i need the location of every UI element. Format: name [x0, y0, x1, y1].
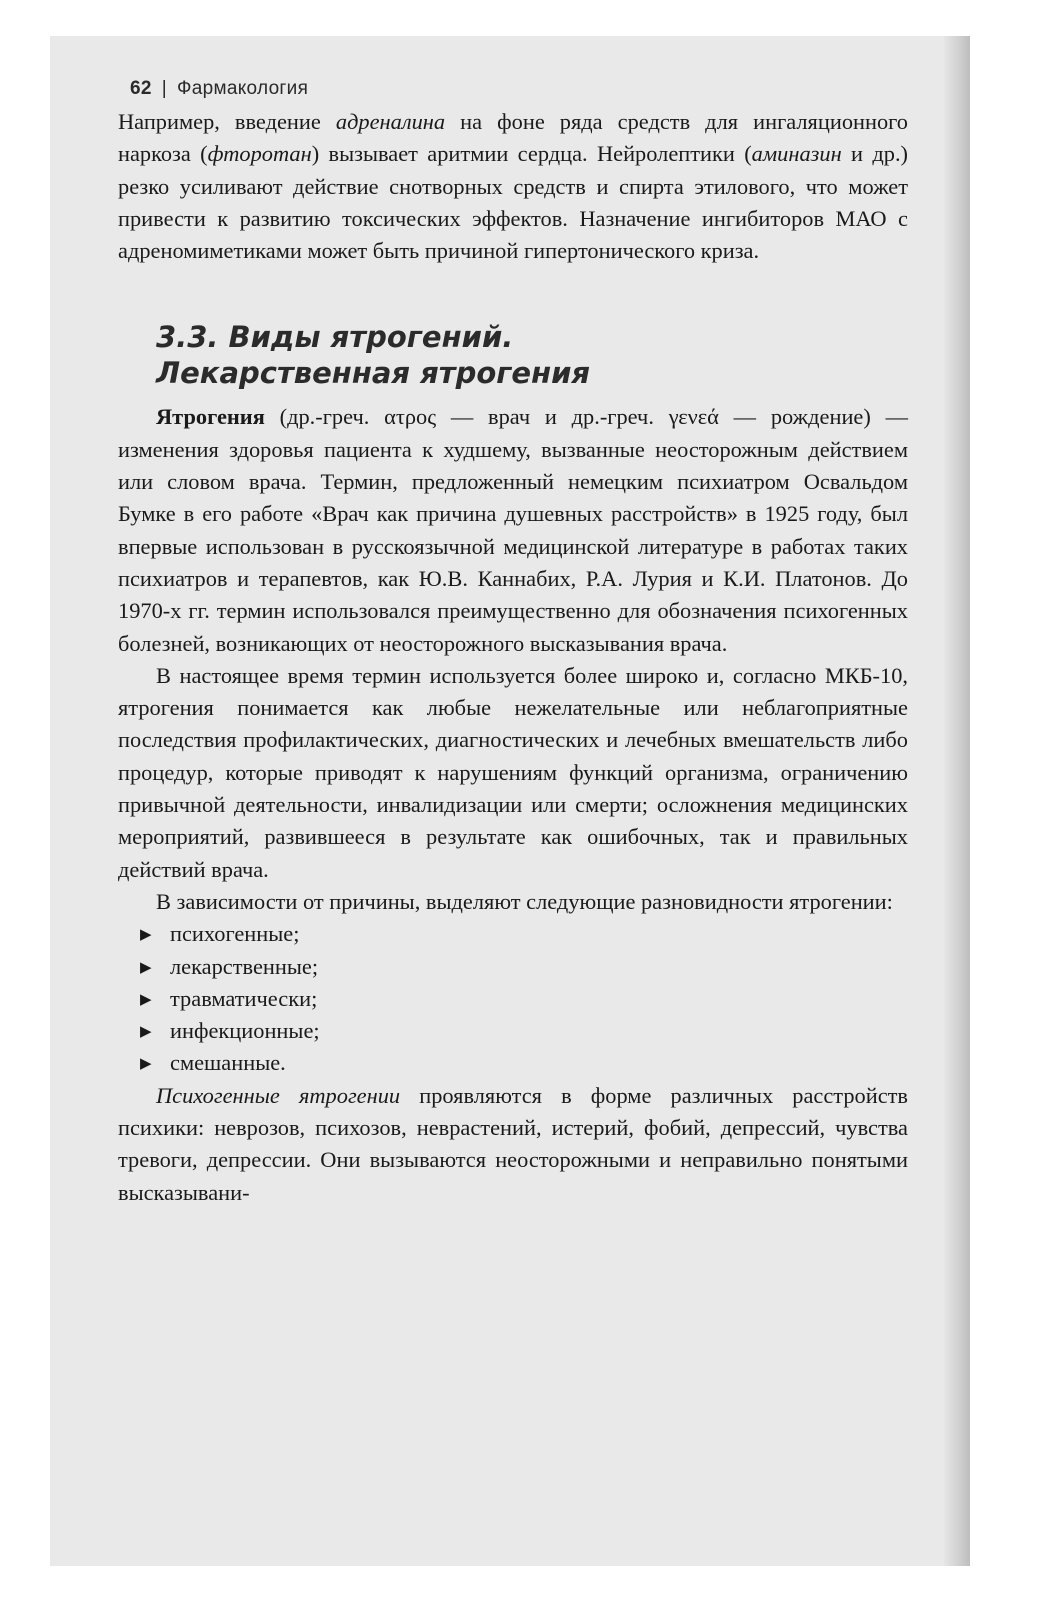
- page-content: [118, 74, 908, 1209]
- intro-text-4: и др.) резко усиливают действие снотворных средств и спирта этилового, что может привести к развитию токсических эффектов. Назначение ингибиторов МАО с адреномиметиками может быть причиной гипертонического криза.: [118, 141, 908, 264]
- intro-text-1: Например, введение: [118, 109, 336, 134]
- intro-text-2: на фоне ряда средств для ингаляционного наркоза (: [118, 109, 908, 167]
- psychogenic-paragraph: [118, 1080, 908, 1209]
- bullet-icon: ▶: [140, 1054, 152, 1073]
- list-item-text: смешанные.: [170, 1050, 286, 1076]
- running-head-separator: |: [161, 78, 167, 99]
- drug-aminazin: аминазин: [751, 141, 842, 167]
- intro-text-3: ) вызывает аритмии сердца. Нейролептики (: [311, 141, 752, 167]
- term-iatrogeny: Ятрогения: [156, 404, 265, 430]
- bullet-icon: ▶: [140, 1022, 152, 1041]
- section-heading: [156, 319, 908, 391]
- bullet-icon: ▶: [140, 989, 152, 1008]
- page-number: 62: [130, 78, 152, 99]
- intro-paragraph: [118, 106, 908, 267]
- types-list: [118, 918, 908, 1079]
- bullet-icon: ▶: [140, 925, 152, 944]
- running-head-section: Фармакология: [176, 78, 309, 99]
- list-item: [118, 918, 908, 950]
- definition-text: (др.-греч. ατρος — врач и др.-греч. γενεά — рождение) — изменения здоровья пациента к худшему, вызванные неосторожным действием или словом врача. Термин, предложенный немецким психиатром Освальдом Бумке в его работе «Врач как причина душевных расстройств» в 1925 году, был впервые использован в русскоязычной медицинской литературе в работах таких психиатров и терапевтов, как Ю.В. Каннабих, Р.А. Лурия и К.И. Платонов. До 1970-х гг. термин использовался преимущественно для обозначения психогенных болезней, возникающих от неосторожного высказывания врача.: [118, 404, 908, 656]
- types-intro-paragraph: В зависимости от причины, выделяют следующие разновидности ятрогении:: [156, 888, 893, 914]
- list-item-text: инфекционные;: [170, 1018, 320, 1044]
- section-heading-line1: 3.3. Виды ятрогений.: [156, 320, 514, 355]
- list-item: [118, 951, 908, 983]
- psychogenic-text: проявляются в форме различных расстройств психики: неврозов, психозов, неврастений, истерий, фобий, депрессий, чувства тревоги, депрессии. Они вызываются неосторожными и неправильно понятыми высказывани-: [118, 1082, 908, 1205]
- definition-paragraph: [118, 401, 908, 659]
- section-heading-line2: Лекарственная ятрогения: [156, 356, 591, 391]
- term-psychogenic: Психогенные ятрогении: [156, 1082, 401, 1108]
- list-item: [118, 983, 908, 1015]
- page-binding-shadow: [944, 36, 970, 1566]
- bullet-icon: ▶: [140, 957, 152, 976]
- list-item-text: травматически;: [170, 985, 318, 1011]
- list-item: [118, 1047, 908, 1079]
- drug-ftorotan: фторотан: [207, 141, 312, 167]
- list-item: [118, 1015, 908, 1047]
- list-item-text: психогенные;: [170, 921, 300, 947]
- drug-adrenaline: адреналина: [335, 109, 446, 134]
- running-head: [118, 74, 908, 104]
- modern-usage-paragraph: В настоящее время термин используется более широко и, согласно МКБ-10, ятрогения понимается как любые нежелательные или неблагоприятные последствия профилактических, диагностических и лечебных вмешательств либо процедур, которые приводят к нарушениям функций организма, ограничению привычной деятельности, инвалидизации или смерти; осложнения медицинских мероприятий, развившееся в результате как ошибочных, так и правильных действий врача.: [118, 662, 908, 882]
- list-item-text: лекарственные;: [170, 953, 319, 979]
